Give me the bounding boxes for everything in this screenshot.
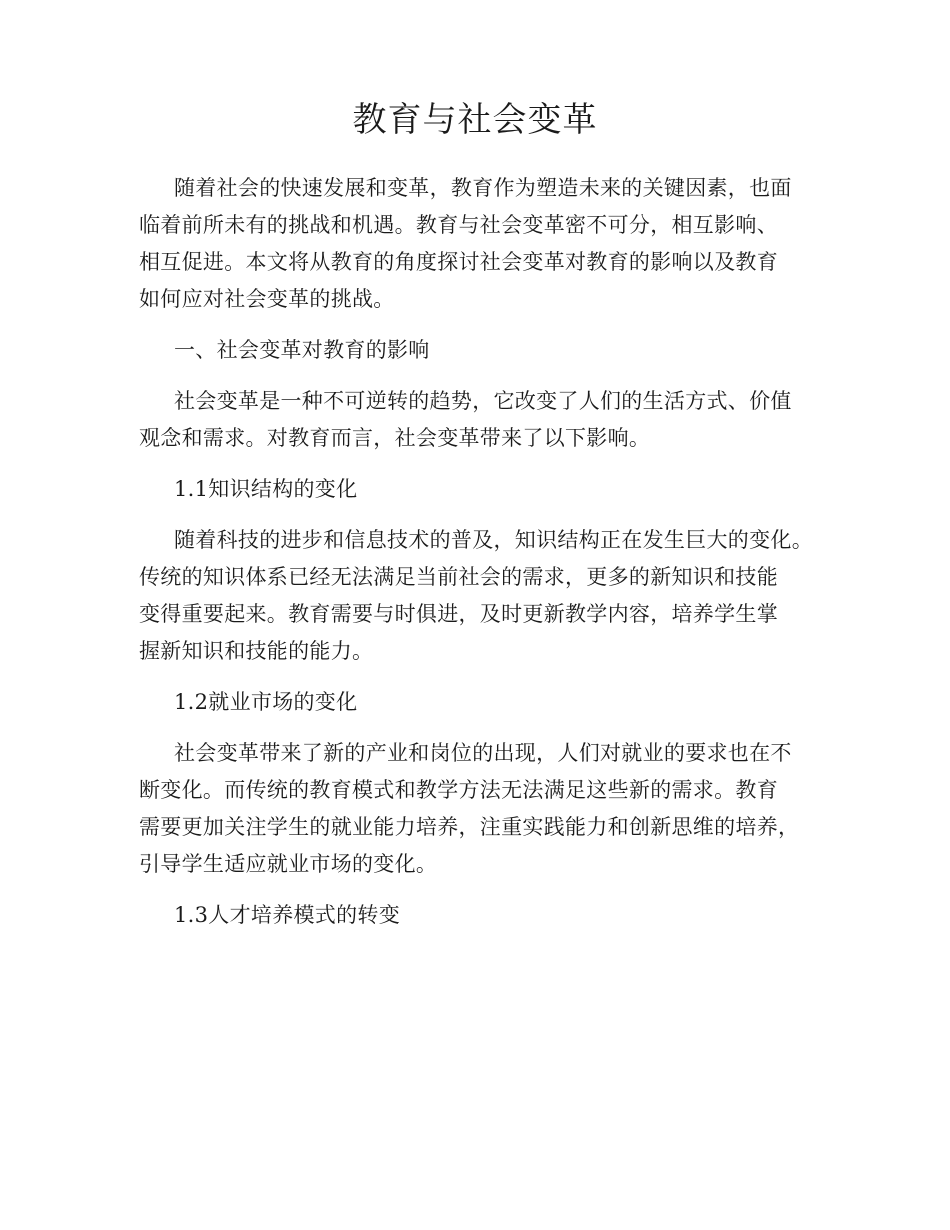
- heading-text: 一、社会变革对教育的影响: [174, 338, 430, 362]
- paragraph-line: 临着前所未有的挑战和机遇。教育与社会变革密不可分，相互影响、: [139, 213, 778, 237]
- section-heading: [139, 471, 834, 508]
- document-body: [139, 170, 834, 948]
- heading-text: 1.1知识结构的变化: [174, 477, 358, 501]
- paragraph: [139, 170, 834, 318]
- document-title: 教育与社会变革: [352, 100, 598, 140]
- paragraph-line: 相互促进。本文将从教育的角度探讨社会变革对教育的影响以及教育: [139, 250, 778, 274]
- paragraph-line: 如何应对社会变革的挑战。: [139, 287, 395, 311]
- paragraph-line: 随着社会的快速发展和变革，教育作为塑造未来的关键因素，也面: [174, 176, 792, 200]
- section-heading: [139, 684, 834, 721]
- paragraph: [139, 735, 834, 883]
- paragraph-line: 社会变革带来了新的产业和岗位的出现，人们对就业的要求也在不: [174, 741, 792, 765]
- section-heading: [139, 332, 834, 369]
- paragraph-line: 握新知识和技能的能力。: [139, 639, 374, 663]
- paragraph-line: 变得重要起来。教育需要与时俱进，及时更新教学内容，培养学生掌: [139, 602, 778, 626]
- heading-text: 1.3人才培养模式的转变: [174, 903, 400, 927]
- section-heading: [139, 897, 834, 934]
- heading-text: 1.2就业市场的变化: [174, 690, 358, 714]
- paragraph-line: 观念和需求。对教育而言，社会变革带来了以下影响。: [139, 426, 651, 450]
- paragraph-line: 需要更加关注学生的就业能力培养，注重实践能力和创新思维的培养，: [139, 815, 800, 839]
- paragraph-line: 断变化。而传统的教育模式和教学方法无法满足这些新的需求。教育: [139, 778, 778, 802]
- paragraph: [139, 522, 834, 670]
- paragraph-line: 传统的知识体系已经无法满足当前社会的需求，更多的新知识和技能: [139, 565, 778, 589]
- paragraph: [139, 383, 834, 457]
- paragraph-line: 社会变革是一种不可逆转的趋势，它改变了人们的生活方式、价值: [174, 389, 792, 413]
- paragraph-line: 引导学生适应就业市场的变化。: [139, 852, 438, 876]
- paragraph-line: 随着科技的进步和信息技术的普及，知识结构正在发生巨大的变化。: [174, 528, 813, 552]
